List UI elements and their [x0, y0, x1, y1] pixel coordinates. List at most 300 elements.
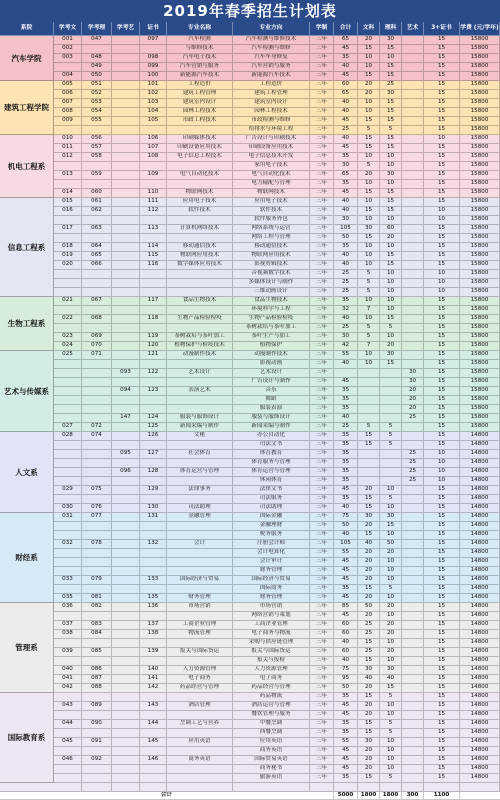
table-cell: 127 [140, 450, 167, 458]
table-cell: 10 [358, 54, 380, 62]
table-row [0, 405, 500, 414]
table-cell: 20 [380, 630, 402, 638]
table-cell: 三年 [310, 423, 334, 431]
table-cell: 三年 [310, 747, 334, 755]
table-cell [112, 567, 140, 575]
table-cell: 35 [334, 243, 358, 251]
table-cell: 15 [424, 495, 460, 503]
table-cell: 50 [380, 540, 402, 548]
table-cell: 西餐烹调 [233, 729, 310, 737]
table-cell [402, 657, 424, 665]
table-cell: 15 [424, 243, 460, 251]
table-row [0, 45, 500, 54]
table-cell [112, 171, 140, 179]
table-cell [112, 189, 140, 197]
table-cell: 090 [82, 720, 112, 728]
table-cell: 15 [424, 153, 460, 161]
table-cell: 14800 [460, 567, 500, 575]
table-cell: 15800 [460, 126, 500, 134]
table-cell [402, 603, 424, 611]
table-cell [54, 639, 82, 647]
table-cell: 10 [424, 288, 460, 296]
table-cell [167, 531, 233, 539]
table-cell [380, 477, 402, 485]
table-cell: 15 [424, 414, 460, 422]
table-cell: 058 [82, 153, 112, 161]
table-row [0, 378, 500, 387]
table-cell: 089 [82, 702, 112, 710]
table-cell: 人力资源管理 [233, 666, 310, 674]
table-cell: 15 [424, 306, 460, 314]
table-cell: 10 [380, 702, 402, 710]
table-cell [112, 306, 140, 314]
table-cell: 15 [358, 441, 380, 449]
table-cell: 25 [402, 459, 424, 467]
table-cell: 14800 [460, 729, 500, 737]
table-cell [54, 162, 82, 170]
table-cell: 14800 [460, 666, 500, 674]
table-cell [402, 63, 424, 71]
table-cell: 15 [380, 360, 402, 368]
table-cell: 15 [424, 351, 460, 359]
table-cell [112, 144, 140, 152]
table-cell: 10 [358, 351, 380, 359]
table-cell: 15 [424, 261, 460, 269]
table-row [0, 108, 500, 117]
table-cell: 15800 [460, 351, 500, 359]
table-cell: 40 [334, 252, 358, 260]
table-row [0, 162, 500, 171]
table-cell [54, 450, 82, 458]
table-cell: 017 [54, 225, 82, 233]
table-cell [54, 657, 82, 665]
table-cell: 002 [54, 45, 82, 53]
table-cell: 15 [424, 522, 460, 530]
table-cell: 087 [82, 675, 112, 683]
table-row [0, 252, 500, 261]
table-cell: 网络营销与策划 [233, 612, 310, 620]
table-cell: 40 [358, 675, 380, 683]
table-cell: 办公自动化 [233, 432, 310, 440]
table-cell [380, 414, 402, 422]
table-cell: 三年 [310, 36, 334, 44]
table-cell: 三年 [310, 252, 334, 260]
table-row [0, 450, 500, 459]
total-cell: 1800 [358, 792, 380, 799]
table-cell: 工商企业管理 [233, 621, 310, 629]
table-cell [82, 288, 112, 296]
table-cell [402, 243, 424, 251]
table-cell: 三年 [310, 117, 334, 125]
table-cell: 国际贸易英语 [233, 756, 310, 764]
total-cell: 合计 [0, 792, 334, 799]
table-cell: 三年 [310, 765, 334, 773]
table-row [0, 144, 500, 153]
table-cell [167, 495, 233, 503]
table-cell: 三年 [310, 558, 334, 566]
table-cell: 044 [54, 720, 82, 728]
table-cell [82, 369, 112, 377]
table-cell [112, 576, 140, 584]
table-cell [82, 612, 112, 620]
table-cell: 30 [380, 36, 402, 44]
table-cell: 049 [82, 63, 112, 71]
table-row [0, 369, 500, 378]
table-row [0, 756, 500, 765]
table-cell: 102 [140, 90, 167, 98]
table-cell: 15 [424, 396, 460, 404]
total-cell: 5000 [334, 792, 358, 799]
table-cell [82, 441, 112, 449]
table-cell: 三年 [310, 189, 334, 197]
table-cell: 14800 [460, 576, 500, 584]
table-cell [167, 657, 233, 665]
table-cell [112, 423, 140, 431]
table-cell [167, 405, 233, 413]
table-cell: 14800 [460, 621, 500, 629]
table-cell: 60 [334, 648, 358, 656]
table-cell [112, 198, 140, 206]
table-cell [54, 270, 82, 278]
table-cell: 30 [402, 369, 424, 377]
table-cell: 15 [424, 486, 460, 494]
table-cell: 15 [424, 297, 460, 305]
table-cell [112, 765, 140, 773]
table-cell [112, 378, 140, 386]
table-cell: 15800 [460, 333, 500, 341]
table-cell: 三年 [310, 396, 334, 404]
table-cell: 20 [358, 558, 380, 566]
department-label: 人文系 [0, 432, 54, 513]
table-row [0, 558, 500, 567]
table-cell: 三年 [310, 297, 334, 305]
table-row [0, 288, 500, 297]
page-title: 2019年春季招生计划表 [0, 0, 500, 22]
table-cell: 财务管理 [233, 567, 310, 575]
table-cell [112, 540, 140, 548]
table-cell: 14800 [460, 477, 500, 485]
table-cell: 工程造价 [167, 81, 233, 89]
table-cell: 053 [82, 99, 112, 107]
table-cell: 三年 [310, 693, 334, 701]
table-cell: 国际经济与贸易 [233, 576, 310, 584]
table-cell: 10 [424, 216, 460, 224]
table-cell: 40 [334, 414, 358, 422]
table-cell: 10 [380, 333, 402, 341]
table-cell: 15800 [460, 270, 500, 278]
table-cell [54, 585, 82, 593]
table-cell: 20 [358, 90, 380, 98]
table-cell [358, 459, 380, 467]
table-cell: 15 [424, 549, 460, 557]
table-cell: 10 [358, 360, 380, 368]
table-cell [167, 729, 233, 737]
table-cell [112, 45, 140, 53]
table-cell: 033 [54, 576, 82, 584]
table-cell: 建筑室内设计 [167, 99, 233, 107]
table-cell: 三年 [310, 261, 334, 269]
table-cell: 三年 [310, 459, 334, 467]
table-cell: 20 [358, 486, 380, 494]
table-cell: 10 [380, 558, 402, 566]
table-cell: 10 [380, 54, 402, 62]
table-row [0, 351, 500, 360]
table-cell: 15 [424, 675, 460, 683]
table-cell: 5 [358, 162, 380, 170]
table-cell: 091 [82, 738, 112, 746]
table-row [0, 90, 500, 99]
table-cell: 35 [334, 729, 358, 737]
table-cell [82, 126, 112, 134]
table-cell: 10 [380, 504, 402, 512]
table-cell [112, 693, 140, 701]
table-cell [54, 477, 82, 485]
table-cell [402, 288, 424, 296]
table-cell: 药品物流 [233, 693, 310, 701]
table-cell [54, 279, 82, 287]
table-cell: 042 [54, 684, 82, 692]
table-cell: 15800 [460, 234, 500, 242]
table-cell: 35 [334, 585, 358, 593]
table-cell: 15800 [460, 99, 500, 107]
table-cell: 5 [358, 279, 380, 287]
table-cell: 15800 [460, 342, 500, 350]
table-cell [167, 306, 233, 314]
table-cell: 三年 [310, 342, 334, 350]
table-cell: 109 [140, 171, 167, 179]
table-cell: 20 [380, 234, 402, 242]
table-cell: 服装与服饰设计 [167, 414, 233, 422]
table-cell: 工程造价 [233, 81, 310, 89]
table-cell [233, 783, 310, 791]
table-cell: 三年 [310, 756, 334, 764]
table-cell: 印刷媒体技术 [167, 135, 233, 143]
table-cell: 083 [82, 621, 112, 629]
table-cell [54, 234, 82, 242]
table-cell: 三年 [310, 216, 334, 224]
table-row [0, 504, 500, 513]
table-cell: 10 [358, 243, 380, 251]
table-cell [402, 585, 424, 593]
table-cell [112, 108, 140, 116]
table-cell: 15 [380, 207, 402, 215]
table-cell [112, 261, 140, 269]
table-cell [402, 342, 424, 350]
table-cell: 舞蹈 [233, 396, 310, 404]
table-row [0, 702, 500, 711]
table-cell: 餐饮管理与服务 [233, 711, 310, 719]
table-cell [402, 216, 424, 224]
table-cell: 15800 [460, 144, 500, 152]
table-cell: 移动通信技术 [233, 243, 310, 251]
table-cell: 三年 [310, 81, 334, 89]
table-cell [82, 378, 112, 386]
table-cell: 20 [380, 603, 402, 611]
table-cell: 三年 [310, 549, 334, 557]
table-cell: 司法助理 [167, 504, 233, 512]
table-cell: 三年 [310, 702, 334, 710]
table-cell [140, 306, 167, 314]
table-cell: 122 [140, 369, 167, 377]
table-row [0, 432, 500, 441]
table-cell [402, 612, 424, 620]
table-cell [167, 747, 233, 755]
table-cell: 30 [334, 216, 358, 224]
table-cell [167, 216, 233, 224]
table-cell: 50 [334, 684, 358, 692]
table-cell: 软件服务外包 [233, 216, 310, 224]
table-row [0, 630, 500, 639]
table-row [0, 459, 500, 468]
table-cell: 45 [334, 702, 358, 710]
table-cell: 5 [358, 288, 380, 296]
table-cell [112, 90, 140, 98]
table-cell: 146 [140, 756, 167, 764]
table-cell [402, 306, 424, 314]
table-cell: 130 [140, 504, 167, 512]
table-cell: 081 [82, 594, 112, 602]
table-cell: 15 [424, 342, 460, 350]
table-cell: 5 [380, 729, 402, 737]
department-label: 财经系 [0, 513, 54, 603]
table-row [0, 414, 500, 423]
table-cell [82, 567, 112, 575]
table-cell: 35 [334, 774, 358, 782]
table-cell [402, 432, 424, 440]
table-cell [402, 90, 424, 98]
table-cell: 043 [54, 702, 82, 710]
table-cell [402, 648, 424, 656]
table-cell: 20 [380, 621, 402, 629]
table-cell: 金融理财 [233, 522, 310, 530]
table-cell [82, 396, 112, 404]
table-cell [402, 135, 424, 143]
table-cell: 15800 [460, 369, 500, 377]
table-cell: 072 [82, 423, 112, 431]
table-cell: 植物保护与检疫技术 [167, 342, 233, 350]
table-cell: 15 [424, 621, 460, 629]
table-row [0, 423, 500, 432]
table-cell: 131 [140, 513, 167, 521]
table-cell [402, 189, 424, 197]
table-cell [140, 288, 167, 296]
table-cell [402, 45, 424, 53]
table-cell: 旅游英语 [233, 774, 310, 782]
table-cell: 55 [334, 549, 358, 557]
table-cell [112, 243, 140, 251]
table-cell: 三年 [310, 207, 334, 215]
table-cell: 15800 [460, 306, 500, 314]
table-cell [402, 594, 424, 602]
table-cell: 10 [380, 747, 402, 755]
table-cell: 117 [140, 297, 167, 305]
table-cell: 15 [424, 171, 460, 179]
table-cell [112, 126, 140, 134]
table-cell [82, 639, 112, 647]
table-cell: 036 [54, 603, 82, 611]
table-cell: 三年 [310, 468, 334, 476]
table-cell: 15 [424, 729, 460, 737]
table-cell: 40 [334, 63, 358, 71]
table-cell: 三年 [310, 711, 334, 719]
table-cell: 动漫制作技术 [233, 351, 310, 359]
table-cell [112, 162, 140, 170]
table-cell: 10 [358, 99, 380, 107]
table-cell [82, 360, 112, 368]
table-cell [358, 783, 380, 791]
table-cell [402, 180, 424, 188]
table-cell [112, 333, 140, 341]
table-cell: 电子信息工程技术 [167, 153, 233, 161]
table-cell: 5 [380, 585, 402, 593]
table-cell [82, 270, 112, 278]
table-cell [112, 405, 140, 413]
table-cell: 三年 [310, 171, 334, 179]
table-cell [112, 81, 140, 89]
table-cell: 35 [334, 693, 358, 701]
table-cell: 15 [380, 99, 402, 107]
table-cell [402, 99, 424, 107]
table-cell: 三年 [310, 531, 334, 539]
table-cell: 099 [140, 63, 167, 71]
table-cell: 15800 [460, 405, 500, 413]
table-cell: 三年 [310, 585, 334, 593]
table-cell [402, 333, 424, 341]
table-cell: 市场营销 [167, 603, 233, 611]
table-cell [54, 405, 82, 413]
table-cell: 注册会计师 [233, 540, 310, 548]
table-cell: 30 [334, 333, 358, 341]
table-cell: 15 [358, 774, 380, 782]
table-cell [82, 549, 112, 557]
table-cell: 14800 [460, 585, 500, 593]
table-cell: 影视剪辑技术 [233, 261, 310, 269]
table-cell: 司法服务 [233, 495, 310, 503]
table-cell: 15 [380, 189, 402, 197]
table-cell: 广告设计与印刷技术 [233, 135, 310, 143]
table-cell [140, 360, 167, 368]
table-cell [402, 621, 424, 629]
table-cell: 40 [380, 675, 402, 683]
table-cell [402, 324, 424, 332]
table-cell [402, 108, 424, 116]
table-cell: 汽车检测 [167, 36, 233, 44]
table-cell [140, 441, 167, 449]
table-cell [334, 783, 358, 791]
table-cell: 14800 [460, 549, 500, 557]
table-cell: 三年 [310, 774, 334, 782]
header-cell: 证书 [140, 22, 167, 35]
table-cell: 094 [112, 387, 140, 395]
table-cell: 5 [358, 126, 380, 134]
table-row [0, 747, 500, 756]
table-cell: 电力输配与管理 [233, 180, 310, 188]
table-cell [112, 297, 140, 305]
table-cell: 25 [358, 648, 380, 656]
table-cell: 021 [54, 297, 82, 305]
table-cell: 35 [334, 459, 358, 467]
table-cell: 10 [380, 306, 402, 314]
table-cell [82, 729, 112, 737]
table-row [0, 315, 500, 324]
table-cell: 35 [334, 396, 358, 404]
table-cell: 15 [424, 234, 460, 242]
table-cell: 014 [54, 189, 82, 197]
table-cell: 软件技术 [167, 207, 233, 215]
table-cell: 031 [54, 513, 82, 521]
table-cell: 10 [380, 738, 402, 746]
table-cell: 20 [358, 549, 380, 557]
